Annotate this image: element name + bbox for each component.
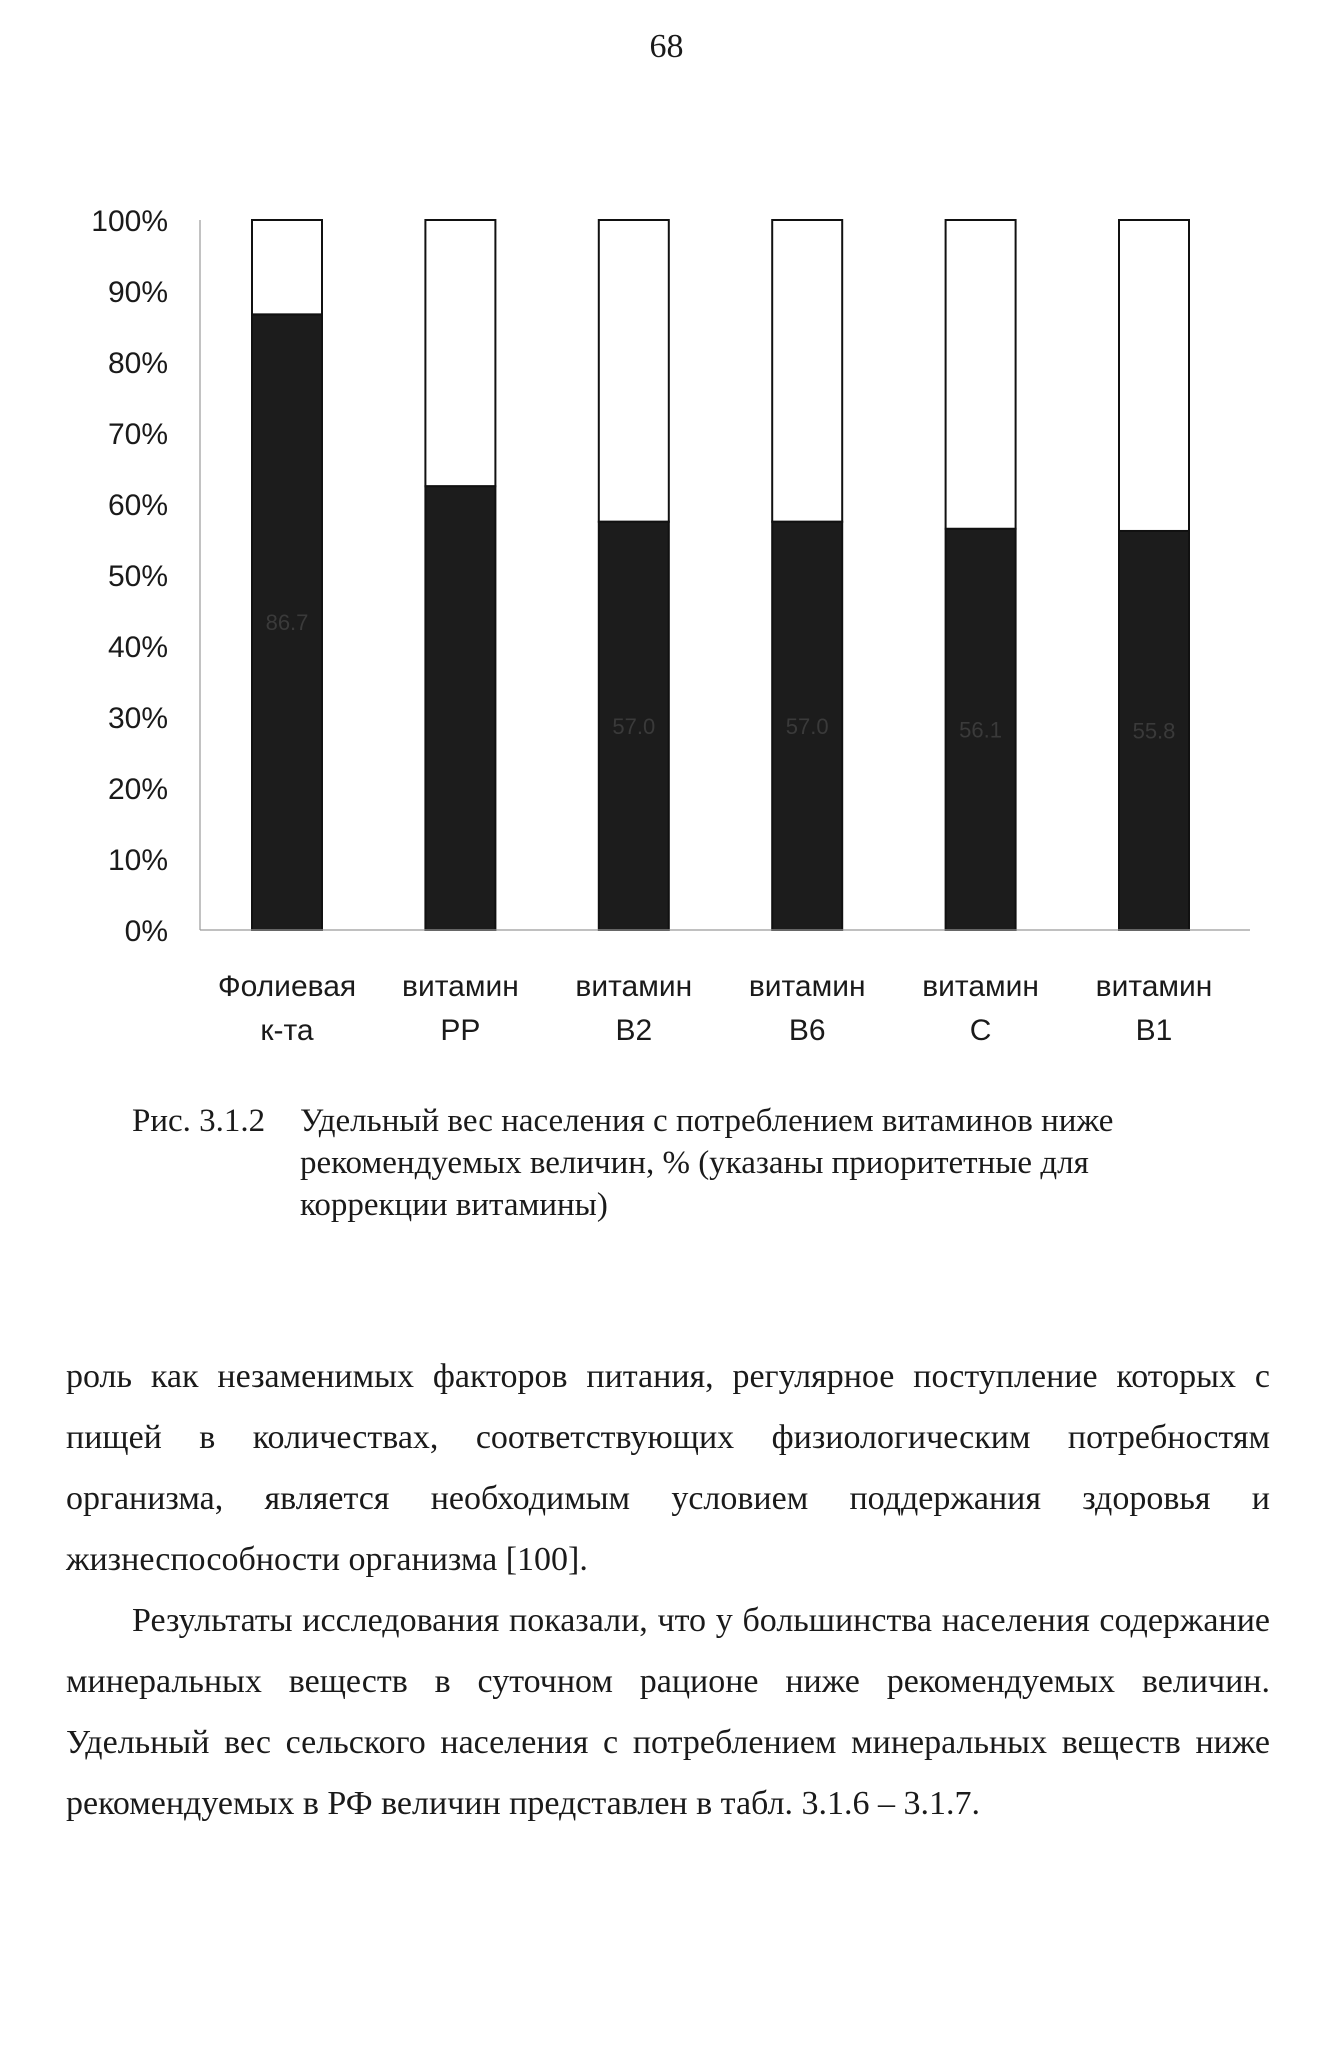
bar-data-label: 55.8 bbox=[1132, 718, 1176, 744]
figure-number: Рис. 3.1.2 bbox=[132, 1103, 266, 1139]
bar-remainder bbox=[1119, 220, 1189, 531]
x-tick-label: витамин C bbox=[922, 970, 1039, 1047]
body-text bbox=[66, 1346, 1270, 1834]
y-tick-label: 80% bbox=[107, 347, 168, 380]
bar-data-label: 57.0 bbox=[612, 713, 656, 739]
y-tick-label: 70% bbox=[107, 418, 168, 451]
bar-remainder bbox=[772, 220, 842, 522]
bar-data-label: 56.1 bbox=[959, 717, 1003, 743]
figure-caption bbox=[132, 1100, 1192, 1226]
x-axis bbox=[200, 930, 1250, 1047]
bar bbox=[425, 486, 495, 930]
bar-remainder bbox=[599, 220, 669, 522]
y-axis bbox=[91, 205, 200, 948]
paragraph: Результаты исследования показали, что у большинства населения содержание минеральных веществ в суточном рационе ниже рекомендуемых величин. Удельный вес сельского населения с потреблением минеральных веществ ниже рекомендуемых в РФ величин представлен в табл. 3.1.6 – 3.1.7. bbox=[66, 1602, 1270, 1822]
x-tick-label: витамин B2 bbox=[575, 970, 693, 1047]
bar-data-label: 86.7 bbox=[265, 610, 309, 636]
x-tick-label: Фолиевая к-та bbox=[217, 970, 357, 1047]
stacked-bar-chart bbox=[0, 190, 1333, 1070]
bar-remainder bbox=[425, 220, 495, 486]
bar-data-label: 57.0 bbox=[785, 713, 829, 739]
bar-remainder bbox=[946, 220, 1016, 529]
y-tick-label: 0% bbox=[124, 915, 168, 948]
bar-remainder bbox=[252, 220, 322, 314]
y-tick-label: 50% bbox=[107, 560, 168, 593]
x-tick-label: витамин PP bbox=[402, 970, 519, 1047]
x-tick-label: витамин B1 bbox=[1095, 970, 1213, 1047]
y-tick-label: 30% bbox=[107, 702, 168, 735]
x-tick-label: витамин B6 bbox=[748, 970, 866, 1047]
y-tick-label: 100% bbox=[91, 205, 168, 238]
bar-series bbox=[252, 220, 1189, 930]
y-tick-label: 40% bbox=[107, 631, 168, 664]
y-tick-label: 20% bbox=[107, 773, 168, 806]
paragraph: роль как незаменимых факторов питания, регулярное поступление которых с пищей в количествах, соответствующих физиологическим потребностям организма, является необходимым условием поддержания здоровья и жизнеспособности организма [100]. bbox=[66, 1358, 1270, 1578]
y-tick-label: 10% bbox=[107, 844, 168, 877]
figure-caption-text: Удельный вес населения с потреблением витаминов ниже рекомендуемых величин, % (указаны приоритетные для коррекции витамины) bbox=[300, 1103, 1114, 1223]
page-number: 68 bbox=[649, 28, 684, 65]
y-tick-label: 60% bbox=[107, 489, 168, 522]
y-tick-label: 90% bbox=[107, 276, 168, 309]
